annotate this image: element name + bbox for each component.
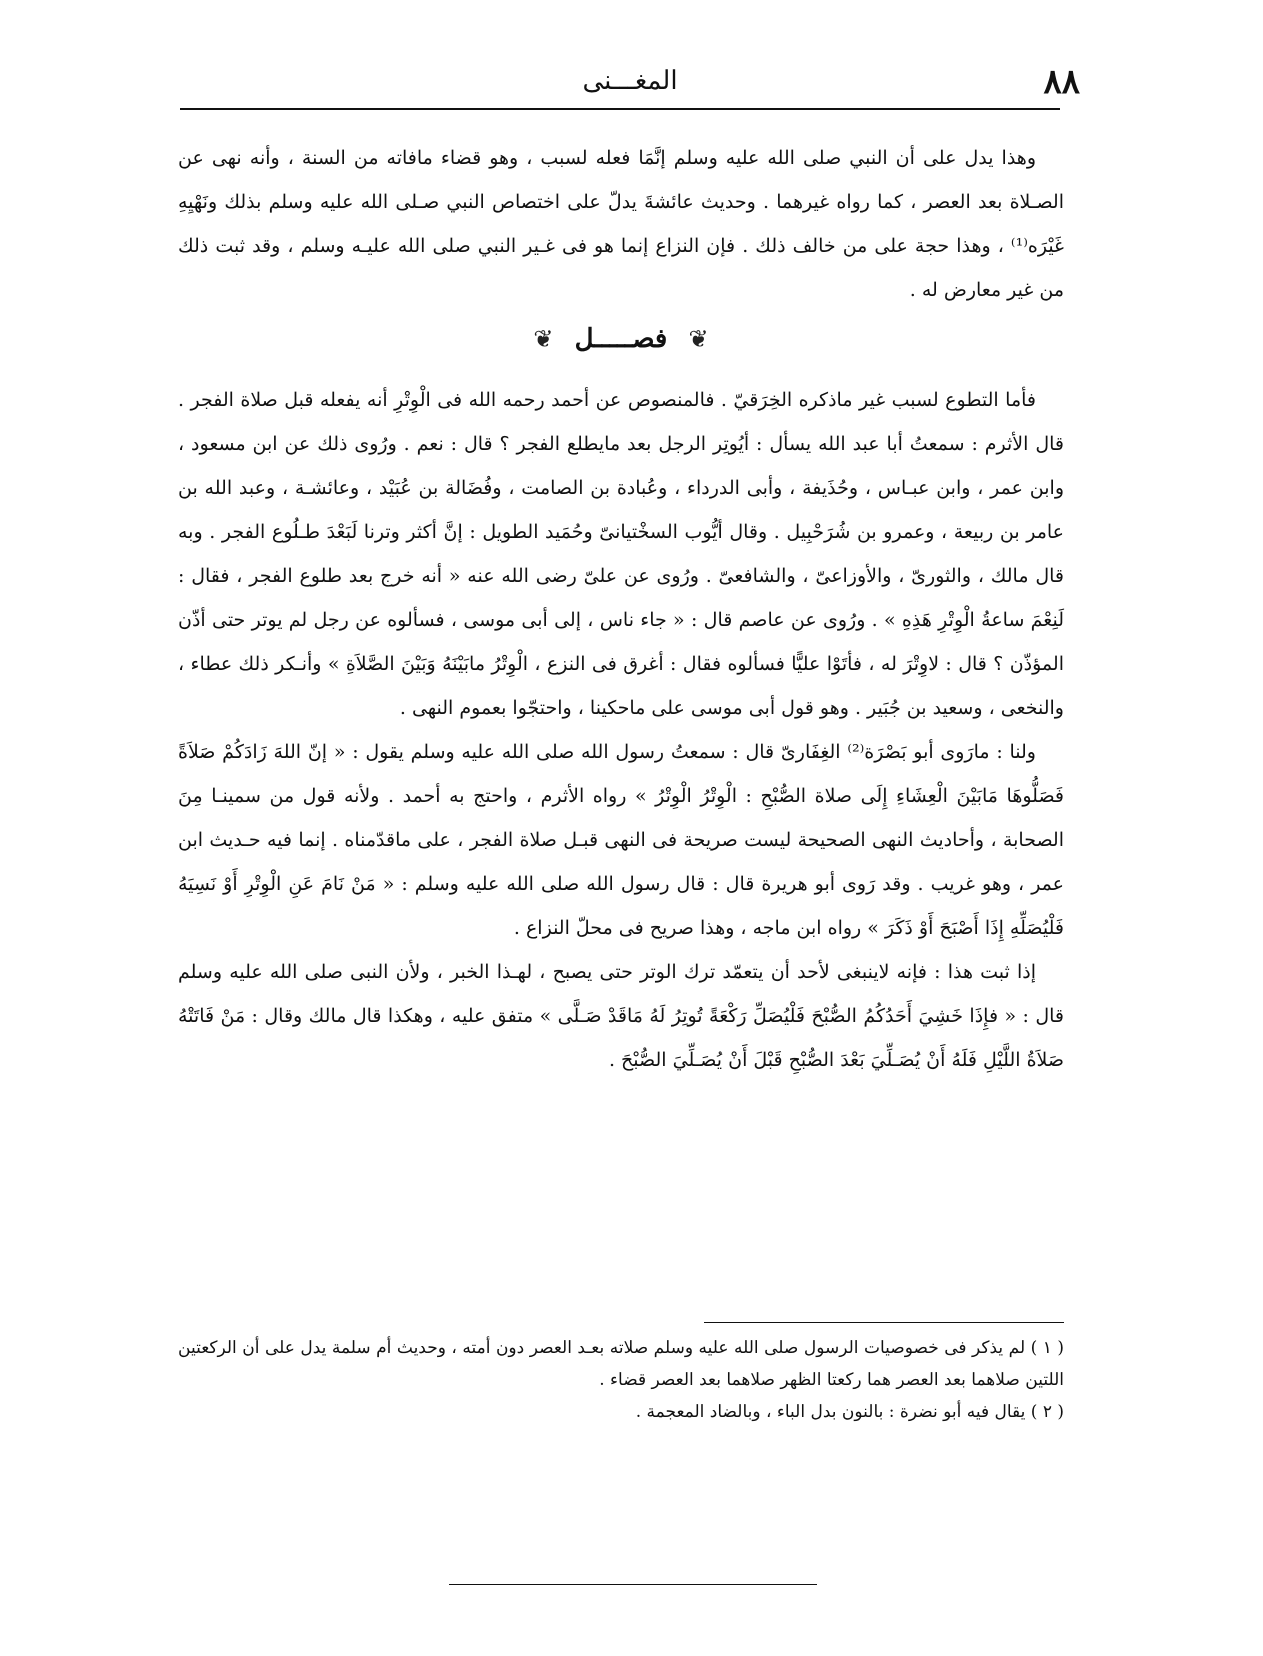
main-text bbox=[178, 378, 1064, 1082]
section-title: فصـــــل bbox=[574, 324, 668, 354]
ornament-left-icon: ❦ bbox=[533, 325, 554, 353]
page-number: ٨٨ bbox=[1043, 62, 1080, 102]
footnote: ( ٢ ) يقال فيه أبو نضرة : بالنون بدل الباء ، وبالضاد المعجمة . bbox=[635, 1402, 1064, 1422]
page-header bbox=[180, 62, 1080, 108]
paragraph: فأما التطوع لسبب غير ماذكره الخِرَقيّ . فالمنصوص عن أحمد رحمه الله فى الْوِتْرِ أنه يفعله قبل صلاة الفجر . قال الأثرم : سمعتُ أبا عبد الله يسأل : أيُوتِر الرجل بعد مايطلع الفجر ؟ قال : نعم . ورُوى ذلك عن ابن مسعود ، وابن عمر ، وابن عبـاس ، وحُذَيفة ، وأبى الدرداء ، وعُبادة بن الصامت ، وفُضَالة بن عُبَيْد ، وعائشـة ، وعبد الله بن عامر بن ربيعة ، وعمرو بن شُرَحْبِيل . وقال أيُّوب السخْتيانىّ وحُمَيد الطويل : إنَّ أكثر وترنا لَبَعْدَ طـلُوع الفجر . وبه قال مالك ، والثورىّ ، والأوزاعىّ ، والشافعىّ . ورُوى عن علىّ رضى الله عنه « أنه خرج بعد طلوع الفجر ، فقال : لَنِعْمَ ساعةُ الْوِتْرِ هَذِهِ » . ورُوى عن عاصم قال : « جاء ناس ، إلى أبى موسى ، فسألوه عن رجل لم يوتر حتى أذّن المؤذّن ؟ قال : لاوِتْرَ له ، فأتَوْا عليًّا فسألوه فقال : أغرق فى النزع ، الْوِتْرُ مابَيْنَهُ وَبَيْنَ الصَّلاَةِ » وأنـكر ذلك عطاء ، والنخعى ، وسعيد بن جُبَير . وهو قول أبى موسى على ماحكينا ، واحتجّوا بعموم النهى . bbox=[178, 389, 1064, 719]
running-title: المغـــنى bbox=[582, 66, 678, 96]
paragraph: إذا ثبت هذا : فإنه لاينبغى لأحد أن يتعمّد ترك الوتر حتى يصبح ، لهـذا الخبر ، ولأن النبى صلى الله عليه وسلم قال : « فإِذَا خَشِيَ أَحَدُكُمُ الصُّبْحَ فَلْيُصَلِّ رَكْعَةً تُوتِرُ لَهُ مَاقَدْ صَـلَّى » متفق عليه ، وهكذا قال مالك وقال : مَنْ فَاتَتْهُ صَلاَةُ اللَّيْلِ فَلَهُ أَنْ يُصَـلِّيَ بَعْدَ الصُّبْحِ قَبْلَ أَنْ يُصَـلِّيَ الصُّبْحَ . bbox=[178, 961, 1064, 1071]
header-rule bbox=[180, 108, 1060, 110]
footnotes bbox=[178, 1332, 1064, 1428]
paragraph: ولنا : مارَوى أبو بَصْرَة⁽²⁾ الغِفَارىّ قال : سمعتُ رسول الله صلى الله عليه وسلم يقول : « إنّ اللهَ زَادَكُمْ صَلاَةً فَصَلُّوهَا مَابَيْنَ الْعِشَاءِ إِلَى صلاة الصُّبْحِ : الْوِتْرُ الْوِتْرُ » رواه الأثرم ، واحتج به أحمد . ولأنه قول من سمينـا مِنَ الصحابة ، وأحاديث النهى الصحيحة ليست صريحة فى النهى قبـل صلاة الفجر ، على ماقدّمناه . إنما فيه حـديث ابن عمر ، وهو غريب . وقد رَوى أبو هريرة قال : قال رسول الله صلى الله عليه وسلم : « مَنْ نَامَ عَنِ الْوِتْرِ أَوْ نَسِيَهُ فَلْيُصَلِّهِ إِذَا أَصْبَحَ أَوْ ذَكَرَ » رواه ابن ماجه ، وهذا صريح فى محلّ النزاع . bbox=[178, 741, 1064, 939]
paragraph: وهذا يدل على أن النبي صلى الله عليه وسلم إنَّمَا فعله لسبب ، وهو قضاء مافاته من السنة ، وأنه نهى عن الصـلاة بعد العصر ، كما رواه غيرهما . وحديث عائشةَ يدلّ على اختصاص النبي صـلى الله عليه وسلم بذلك ونَهْيِهِ غَيْرَه⁽¹⁾ ، وهذا حجة على من خالف ذلك . فإن النزاع إنما هو فى غـير النبي صلى الله عليـه وسلم ، وقد ثبت ذلك من غير معارض له . bbox=[178, 147, 1064, 301]
ornament-right-icon: ❦ bbox=[688, 325, 709, 353]
footnote: ( ١ ) لم يذكر فى خصوصيات الرسول صلى الله عليه وسلم صلاته بعـد العصر دون أمته ، وحديث أم سلمة يدل على أن الركعتين اللتين صلاهما بعد العصر هما ركعتا الظهر صلاهما بعد العصر قضاء . bbox=[178, 1338, 1064, 1390]
intro-text bbox=[178, 136, 1064, 312]
bottom-rule bbox=[449, 1584, 817, 1585]
footnote-rule bbox=[704, 1322, 1064, 1323]
section-heading bbox=[178, 324, 1064, 372]
